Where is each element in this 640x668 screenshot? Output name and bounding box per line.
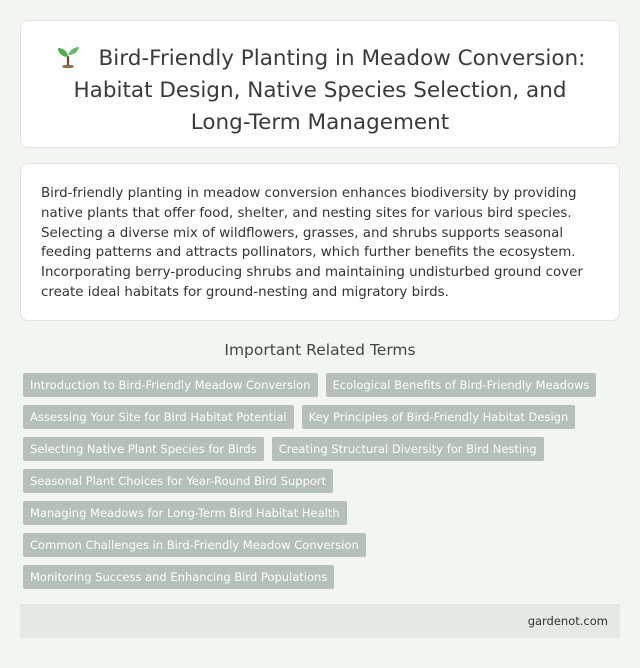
related-term-tag[interactable]: Introduction to Bird-Friendly Meadow Conversion (23, 373, 318, 397)
summary-text: Bird-friendly planting in meadow conversion enhances biodiversity by providing native plants that offer food, shelter, and nesting sites for various bird species. Selecting a diverse mix of wildflowers, grasses, and shrubs supports seasonal feeding patterns and attracts pollinators, which further benefits the ecosystem. Incorporating berry-producing shrubs and maintaining undisturbed ground cover create ideal habitats for ground-nesting and migratory birds. (41, 186, 583, 300)
title-card (20, 20, 620, 148)
related-terms-list (23, 373, 623, 597)
sprout-icon (55, 44, 81, 68)
related-term-tag[interactable]: Common Challenges in Bird-Friendly Meadow Conversion (23, 533, 366, 557)
related-term-tag[interactable]: Creating Structural Diversity for Bird Nesting (272, 437, 544, 461)
related-term-tag[interactable]: Managing Meadows for Long-Term Bird Habitat Health (23, 501, 347, 525)
related-term-tag[interactable]: Key Principles of Bird-Friendly Habitat Design (302, 405, 576, 429)
related-term-tag[interactable]: Monitoring Success and Enhancing Bird Populations (23, 565, 334, 589)
related-terms-heading: Important Related Terms (224, 341, 416, 359)
related-term-tag[interactable]: Ecological Benefits of Bird-Friendly Meadows (326, 373, 597, 397)
related-term-tag[interactable]: Seasonal Plant Choices for Year-Round Bird Support (23, 469, 333, 493)
related-term-tag[interactable]: Selecting Native Plant Species for Birds (23, 437, 264, 461)
related-term-tag[interactable]: Assessing Your Site for Bird Habitat Potential (23, 405, 294, 429)
page-title (45, 43, 595, 139)
summary-card (20, 163, 620, 321)
footer-site-link[interactable]: gardenot.com (527, 614, 608, 628)
page-title-text: Bird-Friendly Planting in Meadow Conversion: Habitat Design, Native Species Selection, and Long-Term Management (73, 46, 586, 135)
footer (20, 604, 620, 638)
